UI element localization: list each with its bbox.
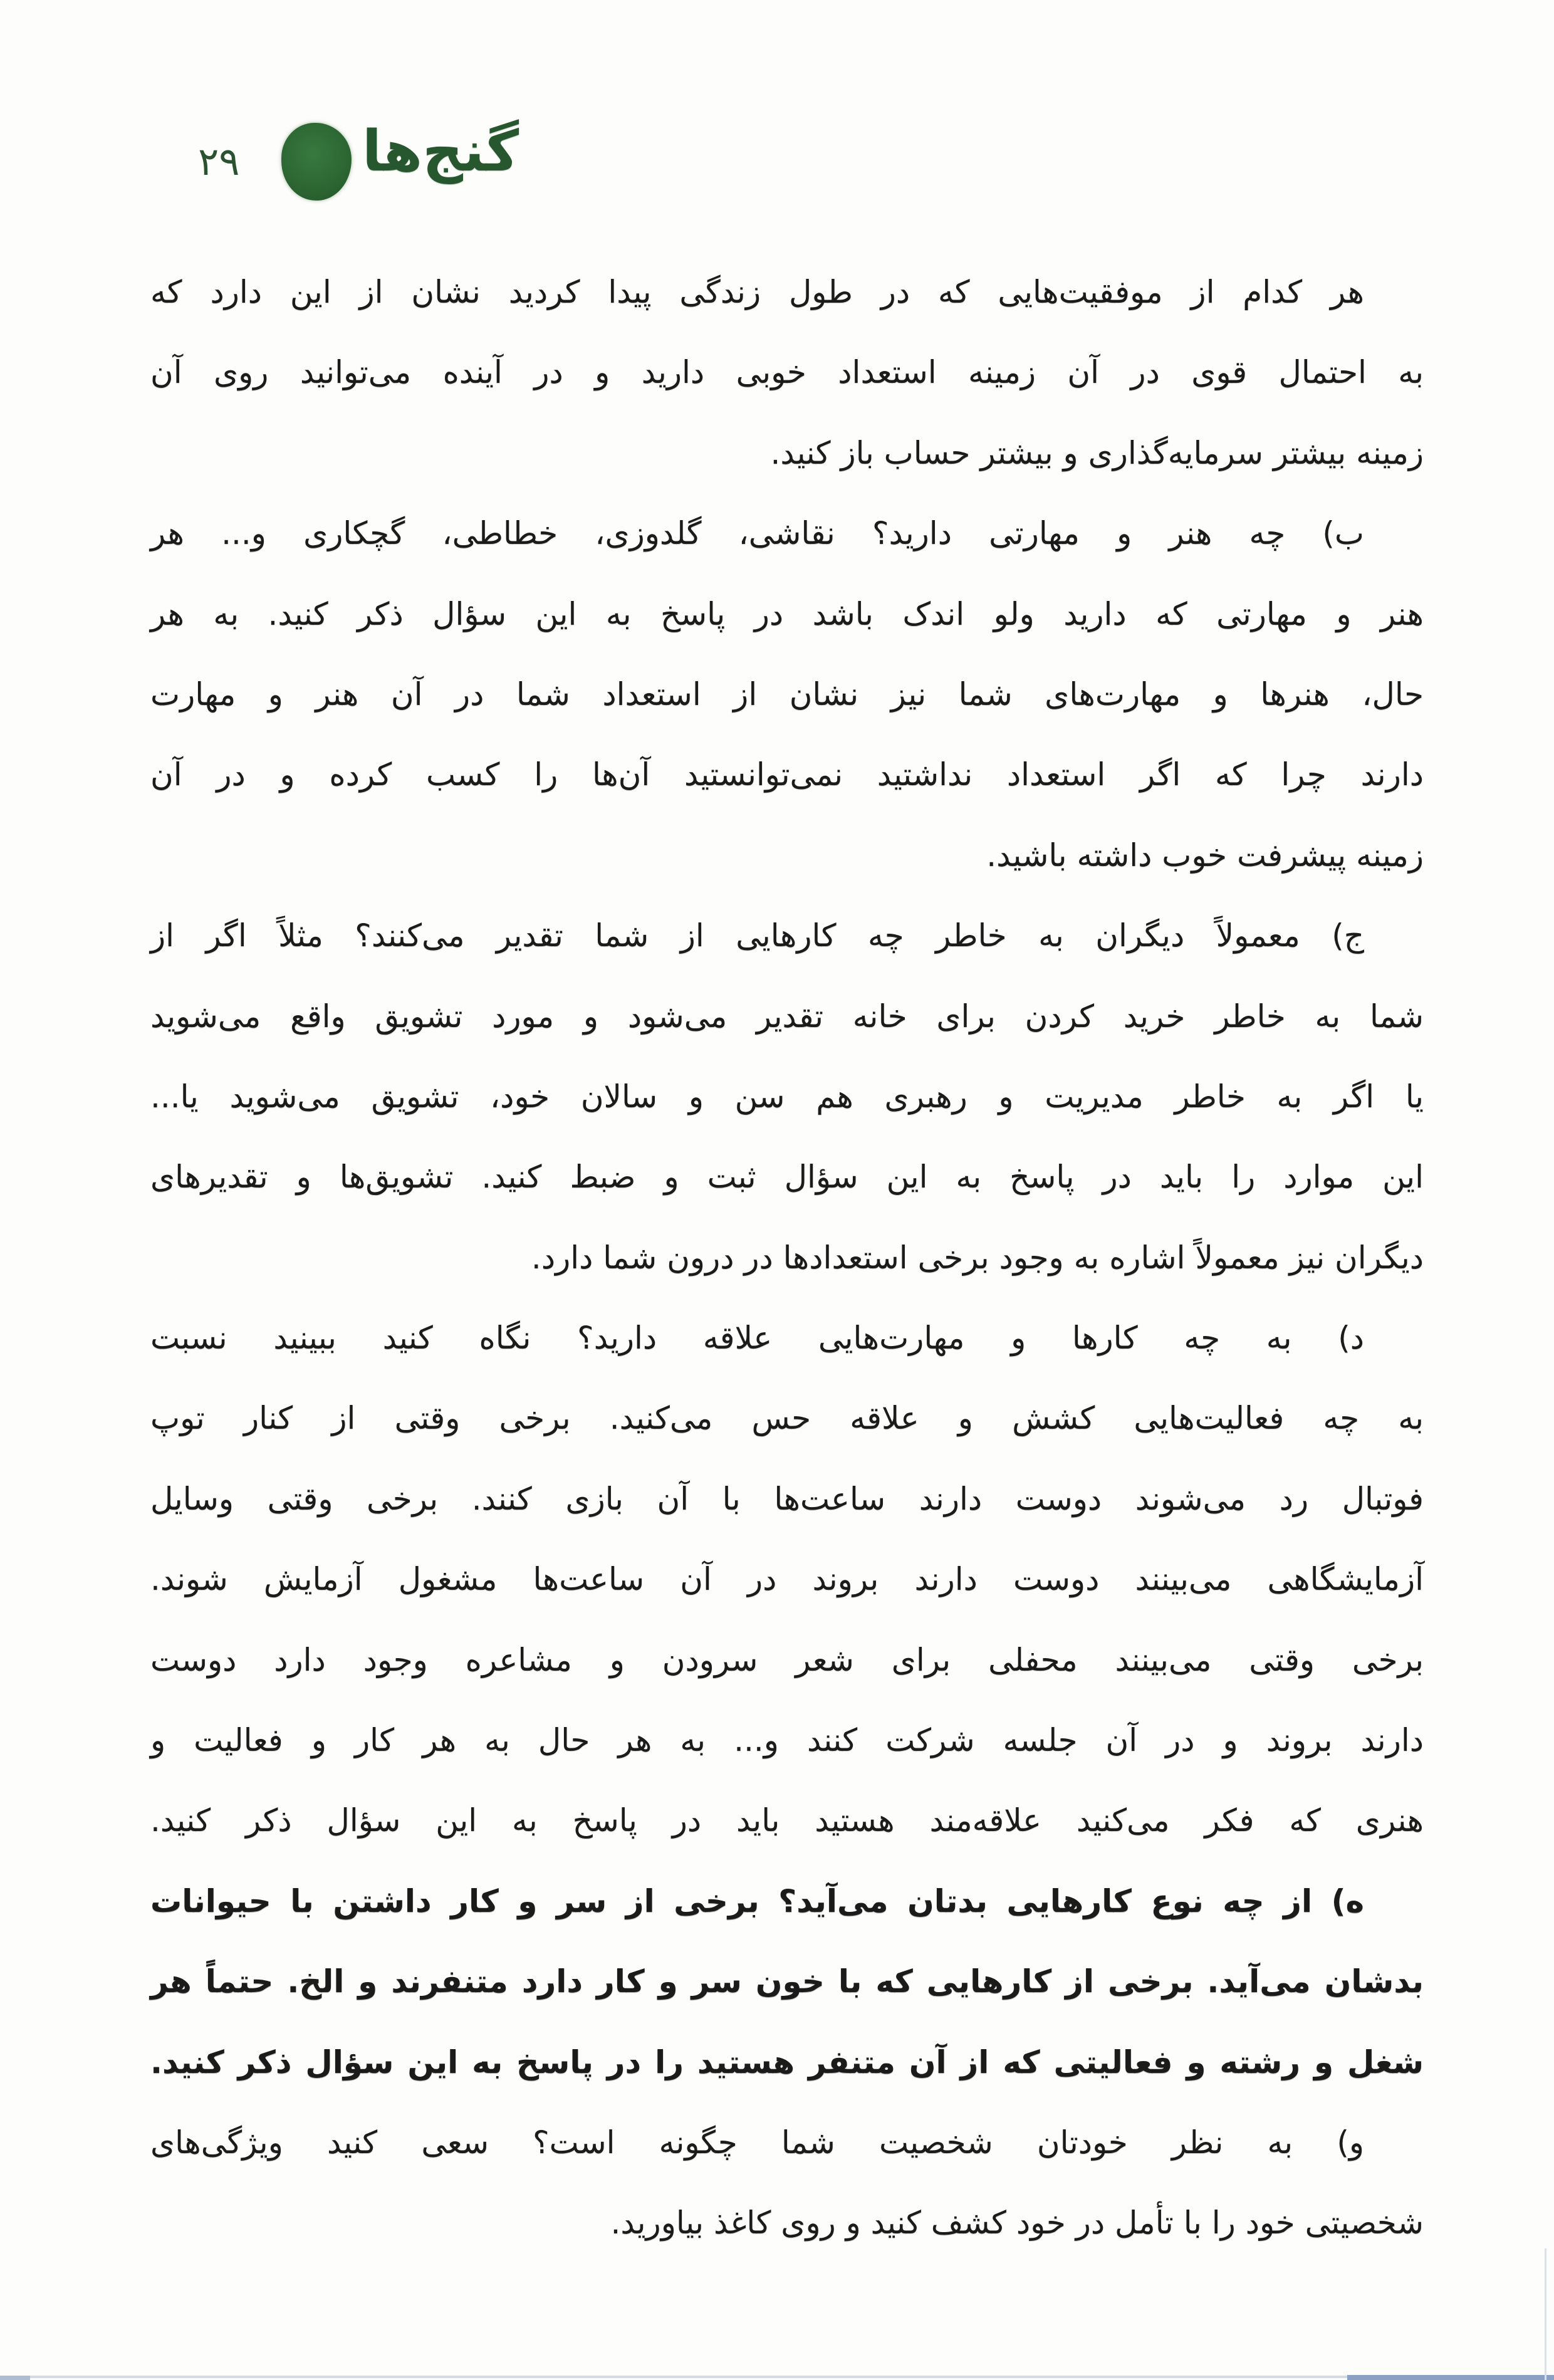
ornament-circle-icon xyxy=(281,123,352,201)
text-line: زمینه پیشرفت خوب داشته باشید. xyxy=(986,837,1424,874)
text-line: ب) چه هنر و مهارتی دارید؟ نقاشی، گلدوزی، خطاطی، گچکاری و... هر xyxy=(150,515,1364,552)
text-line: هر کدام از موفقیت‌هایی که در طول زندگی پیدا کردید نشان از این دارد که xyxy=(150,274,1364,310)
text-line: حال، هنرها و مهارت‌های شما نیز نشان از استعداد شما در آن هنر و مهارت xyxy=(150,676,1424,712)
text-line: دارند چرا که اگر استعداد نداشتید نمی‌توانستید آن‌ها را کسب کرده و در آن xyxy=(150,756,1424,793)
scan-artifact-right-edge xyxy=(1545,2248,1546,2380)
scan-artifact-bottom-right xyxy=(1347,2375,1554,2380)
text-line: ه) از چه نوع کارهایی بدتان می‌آید؟ برخی از سر و کار داشتن با حیوانات xyxy=(150,1882,1364,1919)
body-text-block xyxy=(150,252,1424,2263)
text-line: برخی وقتی می‌بینند محفلی برای شعر سرودن و مشاعره وجود دارد دوست xyxy=(150,1641,1424,1678)
scan-artifact-bottom-line xyxy=(0,2376,1554,2378)
text-line: فوتبال رد می‌شوند دوست دارند ساعت‌ها با آن بازی کنند. برخی وقتی وسایل xyxy=(150,1480,1424,1517)
text-line: یا اگر به خاطر مدیریت و رهبری هم سن و سالان خود، تشویق می‌شوید یا... xyxy=(150,1078,1424,1115)
text-line: این موارد را باید در پاسخ به این سؤال ثبت و ضبط کنید. تشویق‌ها و تقدیرهای xyxy=(150,1159,1424,1196)
text-line: شخصیتی خود را با تأمل در خود کشف کنید و روی کاغذ بیاورید. xyxy=(610,2205,1424,2242)
text-line: به چه فعالیت‌هایی کشش و علاقه حس می‌کنید. برخی وقتی از کنار توپ xyxy=(150,1400,1424,1437)
text-line: ج) معمولاً دیگران به خاطر چه کارهایی از شما تقدیر می‌کنند؟ مثلاً اگر از xyxy=(150,917,1364,954)
scan-artifact-bottom-left xyxy=(0,2376,30,2380)
text-line: دارند بروند و در آن جلسه شرکت کنند و... به هر حال به هر کار و فعالیت و xyxy=(150,1722,1424,1759)
text-line: به احتمال قوی در آن زمینه استعداد خوبی دارید و در آینده می‌توانید روی آن xyxy=(150,354,1424,391)
text-line: و) به نظر خودتان شخصیت شما چگونه است؟ سعی کنید ویژگی‌های xyxy=(150,2124,1364,2161)
book-title: گنج‌ها xyxy=(362,118,519,184)
text-line: شما به خاطر خرید کردن برای خانه تقدیر می‌شود و مورد تشویق واقع می‌شوید xyxy=(150,998,1424,1035)
text-line: زمینه بیشتر سرمایه‌گذاری و بیشتر حساب باز کنید. xyxy=(770,434,1424,471)
text-line: هنر و مهارتی که دارید ولو اندک باشد در پاسخ به این سؤال ذکر کنید. به هر xyxy=(150,595,1424,632)
text-line: بدشان می‌آید. برخی از کارهایی که با خون سر و کار دارد متنفرند و الخ. حتماً هر xyxy=(150,1963,1424,2000)
text-line: آزمایشگاهی می‌بینند دوست دارند بروند در آن ساعت‌ها مشغول آزمایش شوند. xyxy=(150,1561,1424,1598)
text-line: هنری که فکر می‌کنید علاقه‌مند هستید باید در پاسخ به این سؤال ذکر کنید. xyxy=(150,1802,1424,1839)
text-line: شغل و رشته و فعالیتی که از آن متنفر هستید را در پاسخ به این سؤال ذکر کنید. xyxy=(150,2043,1424,2080)
text-line: د) به چه کارها و مهارت‌هایی علاقه دارید؟ نگاه کنید ببینید نسبت xyxy=(150,1320,1364,1357)
text-line: دیگران نیز معمولاً اشاره به وجود برخی استعدادها در درون شما دارد. xyxy=(531,1239,1424,1276)
page-number: ۲۹ xyxy=(198,138,240,184)
